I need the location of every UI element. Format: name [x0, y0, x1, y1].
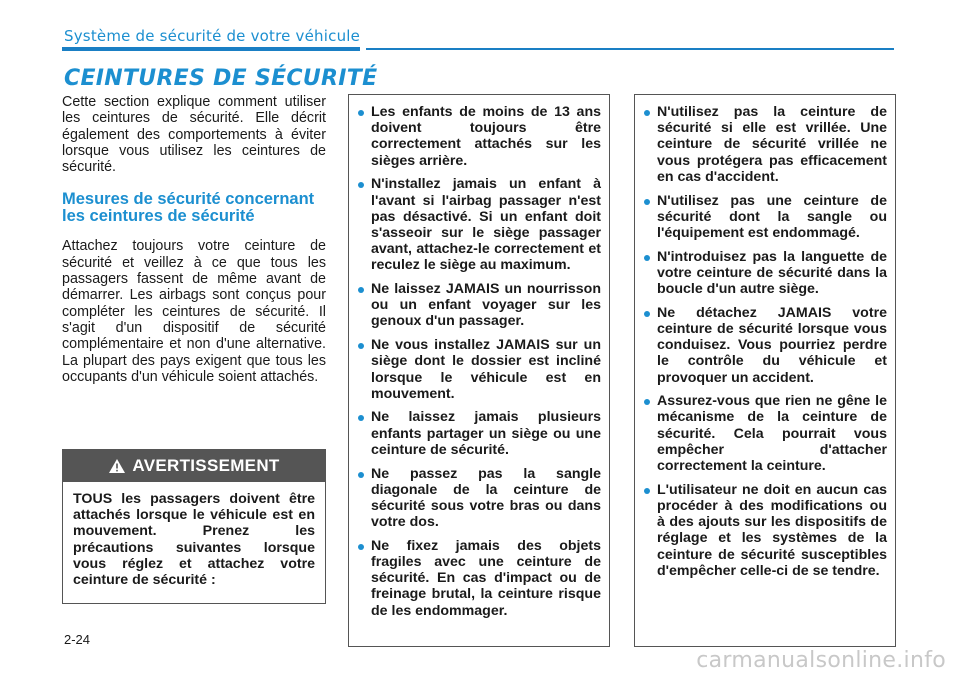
page-number: 2-24 [64, 632, 91, 647]
warning-text: TOUS les passagers doivent être attachés lorsque le véhicule est en mouvement. Prenez les précautions suivantes lorsque vous réglez et attachez votre ceinture de sécurité : [73, 491, 315, 589]
bullet-icon [358, 182, 364, 188]
bullet-icon [358, 110, 364, 116]
list-item: Ne passez pas la sangle diagonale de la ceinture de sécurité sous votre bras ou dans votre dos. [357, 466, 601, 531]
bullet-icon [644, 110, 650, 116]
right-bullet-box [634, 94, 896, 647]
list-item: Ne laissez jamais plusieurs enfants partager un siège ou une ceinture de sécurité. [357, 409, 601, 458]
warning-triangle-icon [108, 458, 126, 474]
warning-header [63, 450, 325, 482]
page-title: CEINTURES DE SÉCURITÉ [64, 66, 378, 91]
bullet-icon [644, 199, 650, 205]
bullet-icon [644, 399, 650, 405]
bullet-icon [358, 544, 364, 550]
list-item: Les enfants de moins de 13 ans doivent toujours être correctement attachés sur les sièges arrière. [357, 104, 601, 169]
list-item: N'introduisez pas la languette de votre ceinture de sécurité dans la boucle d'un autre siège. [643, 249, 887, 298]
bullet-icon [644, 488, 650, 494]
bullet-icon [644, 311, 650, 317]
middle-bullet-box [348, 94, 610, 647]
bullet-icon [358, 287, 364, 293]
precautions-heading: Mesures de sécurité concernant les ceintures de sécurité [62, 190, 315, 226]
bullet-icon [644, 255, 650, 261]
warning-box [62, 449, 326, 604]
bullet-icon [358, 472, 364, 478]
watermark: carmanualsonline.info [696, 648, 946, 673]
list-item: Assurez-vous que rien ne gêne le mécanisme de la ceinture de sécurité. Cela pourrait vous empêcher d'attacher correctement la ceinture. [643, 393, 887, 474]
warning-label: AVERTISSEMENT [132, 456, 280, 475]
list-item: Ne vous installez JAMAIS sur un siège dont le dossier est incliné lorsque le véhicule est en mouvement. [357, 337, 601, 402]
bullet-icon [358, 415, 364, 421]
intro-paragraph: Cette section explique comment utiliser les ceintures de sécurité. Elle décrit également des comportements à éviter lorsque vous utilisez les ceintures de sécurité. [62, 94, 326, 176]
header-rule-thick [62, 47, 360, 51]
list-item: Ne laissez JAMAIS un nourrisson ou un enfant voyager sur les genoux d'un passager. [357, 281, 601, 330]
header-rule-thin [366, 48, 894, 50]
list-item: L'utilisateur ne doit en aucun cas procéder à des modifications ou à des ajouts sur les dispositifs de réglage et les systèmes de la ceinture de sécurité susceptibles d'empêcher celle-ci de se tendre. [643, 482, 887, 579]
list-item: Ne détachez JAMAIS votre ceinture de sécurité lorsque vous conduisez. Vous pourriez perdre le contrôle du véhicule et provoquer un accident. [643, 305, 887, 386]
left-column [62, 94, 326, 385]
list-item: N'utilisez pas la ceinture de sécurité si elle est vrillée. Une ceinture de sécurité vrillée ne vous protégera pas efficacement en cas d'accident. [643, 104, 887, 185]
list-item: N'installez jamais un enfant à l'avant si l'airbag passager n'est pas désactivé. Si un enfant doit s'asseoir sur le siège passager avant, attachez-le correctement et reculez le siège au maximum. [357, 176, 601, 273]
section-title: Système de sécurité de votre véhicule [64, 27, 361, 45]
bullet-icon [358, 343, 364, 349]
list-item: N'utilisez pas une ceinture de sécurité dont la sangle ou l'équipement est endommagé. [643, 193, 887, 242]
precautions-paragraph: Attachez toujours votre ceinture de sécurité et veillez à ce que tous les passagers fassent de même avant de démarrer. Les airbags sont conçus pour compléter les ceintures de sécurité. Il s'agit d'un dispositif de sécurité complémentaire et non d'une alternative. La plupart des pays exigent que tous les occupants d'un véhicule soient attachés. [62, 238, 326, 385]
list-item: Ne fixez jamais des objets fragiles avec une ceinture de sécurité. En cas d'impact ou de freinage brutal, la ceinture risque de les endommager. [357, 538, 601, 619]
